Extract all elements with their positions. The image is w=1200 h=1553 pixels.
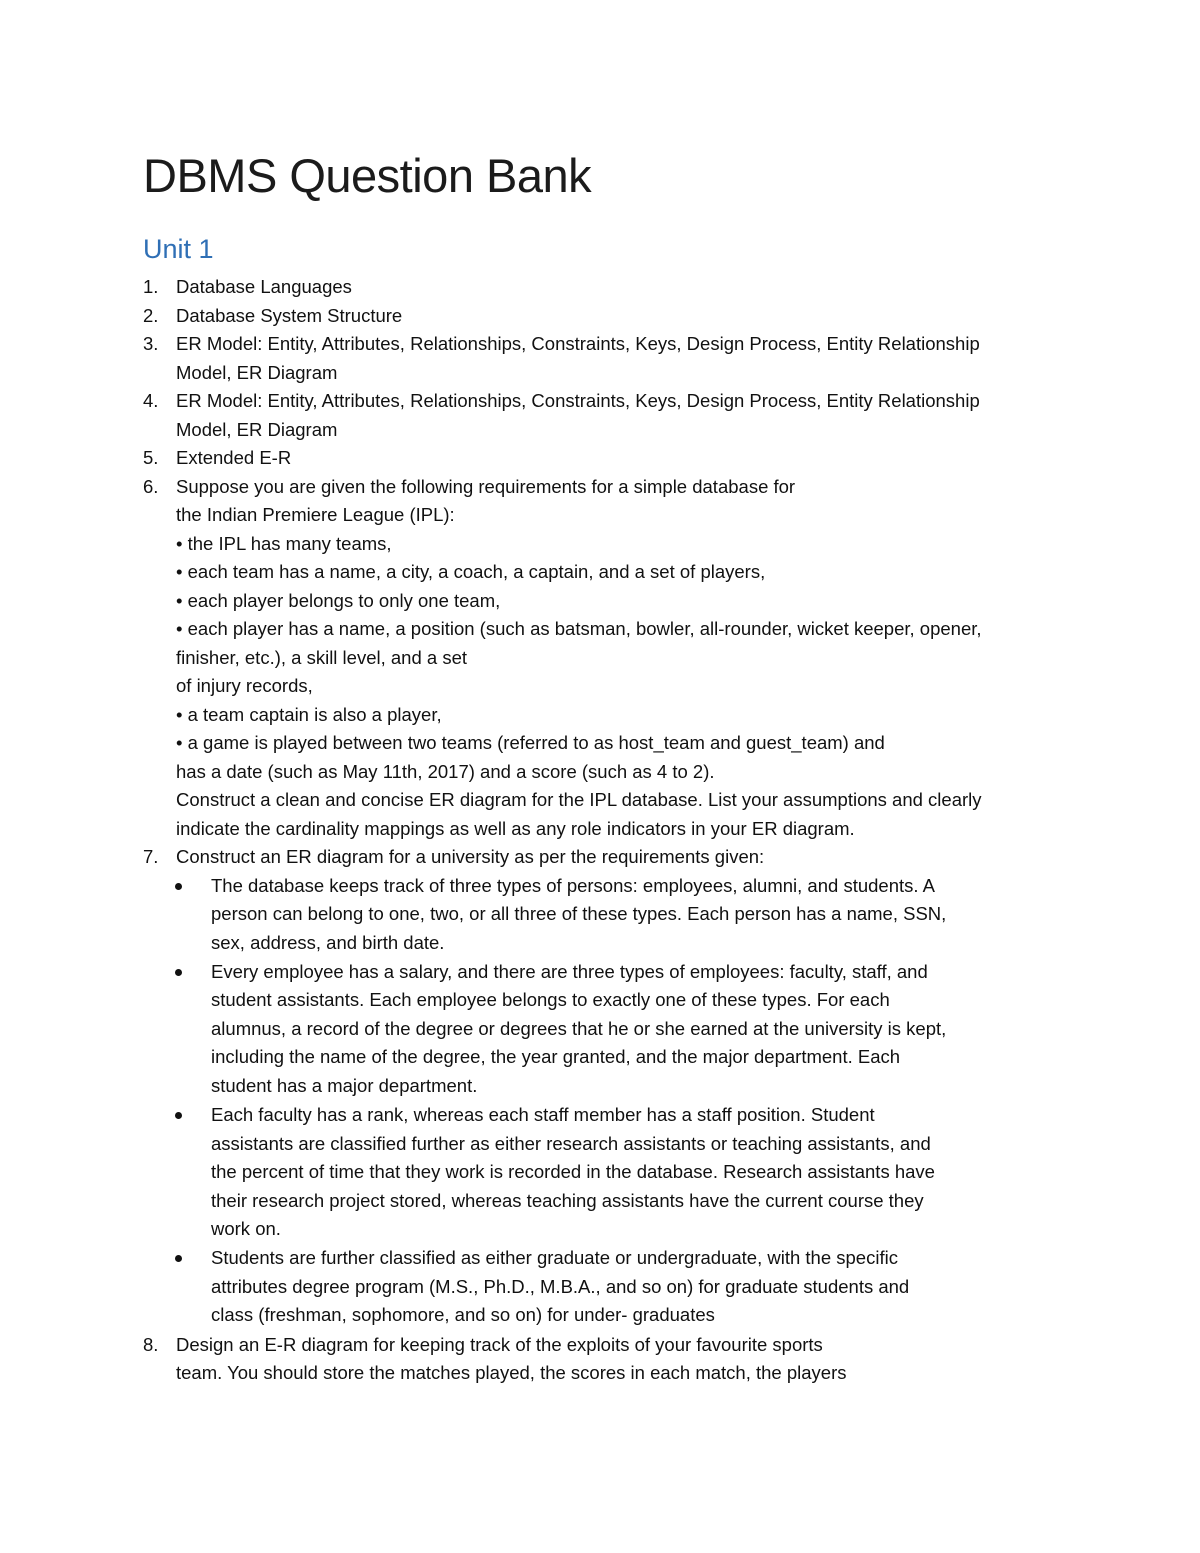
bullet-text: their research project stored, whereas teaching assistants have the current course they [211, 1189, 924, 1211]
bullet-icon [175, 1255, 182, 1262]
list-item-text: Database Languages [176, 276, 352, 297]
bullet-icon [175, 883, 182, 890]
bullet-text: assistants are classified further as either research assistants or teaching assistants, and [211, 1132, 931, 1154]
list-item-text: • the IPL has many teams, [176, 532, 392, 554]
list-item-text: indicate the cardinality mappings as well as any role indicators in your ER diagram. [176, 817, 855, 839]
list-item-text: team. You should store the matches played, the scores in each match, the players [176, 1362, 847, 1384]
document-title: DBMS Question Bank [143, 149, 592, 202]
list-item-text: Construct an ER diagram for a university as per the requirements given: [176, 846, 765, 867]
list-item-text: ER Model: Entity, Attributes, Relationships, Constraints, Keys, Design Process, Entity Relationship [176, 390, 980, 411]
list-item-text: • a team captain is also a player, [176, 703, 442, 725]
bullet-text: person can belong to one, two, or all three of these types. Each person has a name, SSN, [211, 903, 947, 924]
list-item-number: 2. [143, 304, 159, 326]
bullet-text: including the name of the degree, the year granted, and the major department. Each [211, 1046, 901, 1068]
bullet-icon [175, 969, 182, 976]
bullet-text: alumnus, a record of the degree or degrees that he or she earned at the university is kept, [211, 1017, 947, 1039]
list-item-text: ER Model: Entity, Attributes, Relationships, Constraints, Keys, Design Process, Entity Relationship [176, 333, 980, 354]
list-item-text: • each team has a name, a city, a coach, a captain, and a set of players, [176, 561, 766, 582]
list-item-number: 5. [143, 447, 159, 468]
list-item-number: 6. [143, 475, 159, 497]
list-item-text: Model, ER Diagram [176, 418, 338, 440]
list-item-number: 7. [143, 846, 159, 867]
unit-heading: Unit 1 [143, 234, 214, 264]
list-item-text: Suppose you are given the following requirements for a simple database for [176, 475, 796, 497]
bullet-text: Every employee has a salary, and there are three types of employees: faculty, staff, and [211, 960, 928, 982]
list-item-text: • each player belongs to only one team, [176, 589, 501, 611]
bullet-text: attributes degree program (M.S., Ph.D., M.B.A., and so on) for graduate students and [211, 1275, 910, 1297]
list-item-text: Extended E-R [176, 447, 292, 468]
list-item-text: • a game is played between two teams (referred to as host_team and guest_team) and [176, 732, 885, 753]
list-item-number: 8. [143, 1333, 159, 1355]
bullet-text: Students are further classified as either graduate or undergraduate, with the specific [211, 1247, 898, 1269]
list-item-text: Design an E-R diagram for keeping track of the exploits of your favourite sports [176, 1333, 823, 1355]
bullet-text: student assistants. Each employee belongs to exactly one of these types. For each [211, 989, 890, 1011]
list-item-text: the Indian Premiere League (IPL): [176, 504, 455, 525]
list-item-number: 3. [143, 333, 159, 354]
list-item-text: • each player has a name, a position (such as batsman, bowler, all-rounder, wicket keeper, opener, [176, 618, 982, 639]
bullet-text: The database keeps track of three types of persons: employees, alumni, and students. A [211, 874, 935, 896]
list-item-text: Construct a clean and concise ER diagram for the IPL database. List your assumptions and clearly [176, 789, 982, 810]
list-item-number: 4. [143, 390, 159, 411]
bullet-text: Each faculty has a rank, whereas each staff member has a staff position. Student [211, 1104, 875, 1126]
list-item-number: 1. [143, 276, 159, 297]
list-item-text: of injury records, [176, 675, 313, 696]
list-item-text: has a date (such as May 11th, 2017) and a score (such as 4 to 2). [176, 760, 715, 782]
bullet-text: work on. [211, 1218, 281, 1240]
bullet-text: class (freshman, sophomore, and so on) for under- graduates [211, 1304, 715, 1326]
list-item-text: Database System Structure [176, 304, 403, 326]
bullet-text: student has a major department. [211, 1074, 478, 1096]
list-item-text: Model, ER Diagram [176, 361, 338, 383]
list-item-text: finisher, etc.), a skill level, and a set [176, 646, 467, 668]
bullet-icon [175, 1112, 182, 1119]
bullet-text: sex, address, and birth date. [211, 931, 445, 953]
bullet-text: the percent of time that they work is recorded in the database. Research assistants have [211, 1161, 935, 1183]
